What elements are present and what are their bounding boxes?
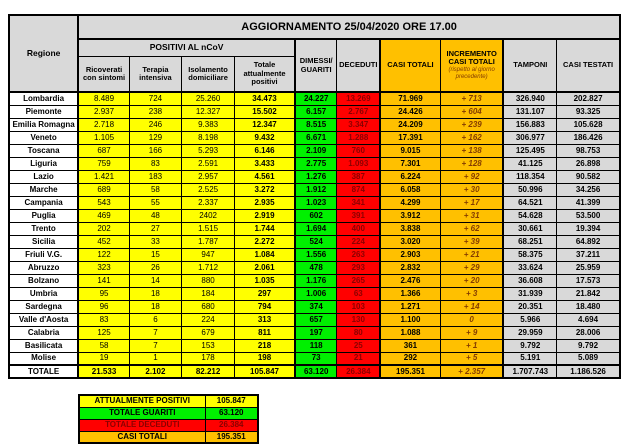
cell-ricoverati-con-sintomi: 323	[78, 261, 129, 274]
cell-casi-totali: 3.838	[380, 222, 440, 235]
group-header-positivi-al-ncov: POSITIVI AL nCoV	[78, 39, 295, 56]
cell-casi-totali: 1.100	[380, 313, 440, 326]
cell-isolamento-domiciliare: 2.525	[182, 183, 235, 196]
region-name: Veneto	[9, 131, 78, 144]
cell-isolamento-domiciliare: 25.260	[182, 92, 235, 105]
cell-isolamento-domiciliare: 2.957	[182, 170, 235, 183]
summary-table	[78, 394, 259, 444]
cell-incremento: + 14	[440, 300, 503, 313]
cell-isolamento-domiciliare: 1.515	[182, 222, 235, 235]
cell-totale-attualmente-positivi: 4.561	[235, 170, 295, 183]
cell-incremento: + 604	[440, 105, 503, 118]
cell-ricoverati-con-sintomi: 2.718	[78, 118, 129, 131]
cell-dimessi-guariti: 8.515	[295, 118, 337, 131]
summary-value: 26.384	[205, 419, 258, 431]
cell-isolamento-domiciliare: 82.212	[182, 365, 235, 378]
cell-ricoverati-con-sintomi: 141	[78, 274, 129, 287]
region-name: Sardegna	[9, 300, 78, 313]
cell-casi-totali: 361	[380, 339, 440, 352]
cell-incremento: + 3	[440, 287, 503, 300]
cell-dimessi-guariti: 1.176	[295, 274, 337, 287]
cell-deceduti: 874	[337, 183, 380, 196]
cell-isolamento-domiciliare: 2.591	[182, 157, 235, 170]
region-name: Piemonte	[9, 105, 78, 118]
cell-casi-testati: 19.394	[557, 222, 620, 235]
cell-casi-testati: 64.892	[557, 235, 620, 248]
cell-ricoverati-con-sintomi: 1.421	[78, 170, 129, 183]
cell-casi-totali: 2.832	[380, 261, 440, 274]
cell-terapia-intensiva: 246	[129, 118, 181, 131]
cell-deceduti: 63	[337, 287, 380, 300]
cell-isolamento-domiciliare: 880	[182, 274, 235, 287]
cell-casi-totali: 1.088	[380, 326, 440, 339]
cell-casi-totali: 7.301	[380, 157, 440, 170]
cell-isolamento-domiciliare: 1.787	[182, 235, 235, 248]
cell-incremento: + 162	[440, 131, 503, 144]
cell-ricoverati-con-sintomi: 58	[78, 339, 129, 352]
incremento-label: INCREMENTO CASI TOTALI	[446, 48, 497, 67]
cell-casi-totali: 3.912	[380, 209, 440, 222]
cell-tamponi: 5.966	[503, 313, 556, 326]
cell-ricoverati-con-sintomi: 759	[78, 157, 129, 170]
cell-deceduti: 400	[337, 222, 380, 235]
region-name: Trento	[9, 222, 78, 235]
table-row	[9, 300, 620, 313]
cell-casi-totali: 195.351	[380, 365, 440, 378]
cell-casi-testati: 93.325	[557, 105, 620, 118]
cell-ricoverati-con-sintomi: 689	[78, 183, 129, 196]
cell-terapia-intensiva: 129	[129, 131, 181, 144]
cell-totale-attualmente-positivi: 218	[235, 339, 295, 352]
cell-ricoverati-con-sintomi: 2.937	[78, 105, 129, 118]
summary-row-red	[79, 419, 258, 431]
cell-incremento: 0	[440, 313, 503, 326]
cell-totale-attualmente-positivi: 2.061	[235, 261, 295, 274]
cell-isolamento-domiciliare: 12.327	[182, 105, 235, 118]
cell-terapia-intensiva: 55	[129, 196, 181, 209]
summary-row-yellow	[79, 395, 258, 407]
cell-casi-testati: 18.480	[557, 300, 620, 313]
cell-terapia-intensiva: 6	[129, 313, 181, 326]
cell-casi-testati: 98.753	[557, 144, 620, 157]
cell-dimessi-guariti: 1.556	[295, 248, 337, 261]
cell-totale-attualmente-positivi: 794	[235, 300, 295, 313]
cell-incremento: + 1	[440, 339, 503, 352]
cell-terapia-intensiva: 724	[129, 92, 181, 105]
column-header-incremento	[440, 39, 503, 92]
covid-regions-table	[8, 14, 621, 379]
cell-casi-testati: 25.959	[557, 261, 620, 274]
cell-isolamento-domiciliare: 178	[182, 352, 235, 365]
cell-deceduti: 2.767	[337, 105, 380, 118]
table-row	[9, 222, 620, 235]
region-name: Umbria	[9, 287, 78, 300]
table-row	[9, 196, 620, 209]
cell-deceduti: 391	[337, 209, 380, 222]
cell-deceduti: 293	[337, 261, 380, 274]
region-name: Bolzano	[9, 274, 78, 287]
column-header-terapia-intensiva: Terapia intensiva	[129, 56, 181, 92]
cell-casi-totali: 1.366	[380, 287, 440, 300]
cell-casi-totali: 17.391	[380, 131, 440, 144]
table-row	[9, 248, 620, 261]
region-name: Marche	[9, 183, 78, 196]
table-title: AGGIORNAMENTO 25/04/2020 ORE 17.00	[78, 15, 620, 39]
cell-dimessi-guariti: 1.694	[295, 222, 337, 235]
cell-dimessi-guariti: 2.109	[295, 144, 337, 157]
column-header-regione: Regione	[9, 15, 78, 92]
cell-tamponi: 20.351	[503, 300, 556, 313]
table-row	[9, 313, 620, 326]
cell-terapia-intensiva: 14	[129, 274, 181, 287]
region-name: Molise	[9, 352, 78, 365]
cell-dimessi-guariti: 6.157	[295, 105, 337, 118]
region-name: Valle d'Aosta	[9, 313, 78, 326]
cell-totale-attualmente-positivi: 3.272	[235, 183, 295, 196]
cell-incremento: + 128	[440, 157, 503, 170]
cell-totale-attualmente-positivi: 34.473	[235, 92, 295, 105]
summary-value: 195.351	[205, 431, 258, 443]
cell-casi-testati: 186.426	[557, 131, 620, 144]
cell-casi-testati: 5.089	[557, 352, 620, 365]
cell-tamponi: 29.959	[503, 326, 556, 339]
cell-terapia-intensiva: 58	[129, 183, 181, 196]
cell-tamponi: 326.940	[503, 92, 556, 105]
cell-dimessi-guariti: 1.912	[295, 183, 337, 196]
cell-deceduti: 760	[337, 144, 380, 157]
cell-tamponi: 306.977	[503, 131, 556, 144]
region-name: Liguria	[9, 157, 78, 170]
cell-deceduti: 13.269	[337, 92, 380, 105]
cell-deceduti: 26.384	[337, 365, 380, 378]
summary-label: CASI TOTALI	[79, 431, 205, 443]
cell-ricoverati-con-sintomi: 8.489	[78, 92, 129, 105]
cell-totale-attualmente-positivi: 1.035	[235, 274, 295, 287]
cell-casi-testati: 28.006	[557, 326, 620, 339]
cell-dimessi-guariti: 24.227	[295, 92, 337, 105]
cell-totale-attualmente-positivi: 15.502	[235, 105, 295, 118]
cell-tamponi: 64.521	[503, 196, 556, 209]
cell-deceduti: 1.288	[337, 131, 380, 144]
cell-casi-testati: 37.211	[557, 248, 620, 261]
cell-incremento: + 9	[440, 326, 503, 339]
cell-tamponi: 58.375	[503, 248, 556, 261]
cell-casi-testati: 17.573	[557, 274, 620, 287]
cell-isolamento-domiciliare: 680	[182, 300, 235, 313]
cell-dimessi-guariti: 2.775	[295, 157, 337, 170]
cell-totale-attualmente-positivi: 297	[235, 287, 295, 300]
cell-ricoverati-con-sintomi: 95	[78, 287, 129, 300]
cell-dimessi-guariti: 524	[295, 235, 337, 248]
cell-incremento: + 62	[440, 222, 503, 235]
table-row	[9, 118, 620, 131]
cell-dimessi-guariti: 1.006	[295, 287, 337, 300]
cell-totale-attualmente-positivi: 3.433	[235, 157, 295, 170]
cell-totale-attualmente-positivi: 6.146	[235, 144, 295, 157]
cell-deceduti: 25	[337, 339, 380, 352]
cell-ricoverati-con-sintomi: 452	[78, 235, 129, 248]
cell-tamponi: 36.608	[503, 274, 556, 287]
cell-deceduti: 3.347	[337, 118, 380, 131]
region-name: TOTALE	[9, 365, 78, 378]
region-name: Lombardia	[9, 92, 78, 105]
region-name: Lazio	[9, 170, 78, 183]
cell-terapia-intensiva: 26	[129, 261, 181, 274]
cell-dimessi-guariti: 6.671	[295, 131, 337, 144]
cell-tamponi: 1.707.743	[503, 365, 556, 378]
cell-casi-testati: 53.500	[557, 209, 620, 222]
cell-incremento: + 239	[440, 118, 503, 131]
cell-tamponi: 118.354	[503, 170, 556, 183]
column-header-casi-testati: CASI TESTATI	[557, 39, 620, 92]
cell-dimessi-guariti: 374	[295, 300, 337, 313]
cell-terapia-intensiva: 27	[129, 222, 181, 235]
cell-totale-attualmente-positivi: 313	[235, 313, 295, 326]
summary-body	[79, 395, 258, 443]
region-name: Abruzzo	[9, 261, 78, 274]
cell-incremento: + 39	[440, 235, 503, 248]
cell-terapia-intensiva: 238	[129, 105, 181, 118]
cell-terapia-intensiva: 2.102	[129, 365, 181, 378]
table-row	[9, 170, 620, 183]
cell-ricoverati-con-sintomi: 21.533	[78, 365, 129, 378]
cell-deceduti: 21	[337, 352, 380, 365]
cell-deceduti: 130	[337, 313, 380, 326]
table-row	[9, 235, 620, 248]
cell-dimessi-guariti: 478	[295, 261, 337, 274]
cell-isolamento-domiciliare: 1.712	[182, 261, 235, 274]
region-name: Sicilia	[9, 235, 78, 248]
cell-isolamento-domiciliare: 679	[182, 326, 235, 339]
cell-isolamento-domiciliare: 2.337	[182, 196, 235, 209]
cell-casi-testati: 105.628	[557, 118, 620, 131]
cell-dimessi-guariti: 657	[295, 313, 337, 326]
cell-casi-totali: 9.015	[380, 144, 440, 157]
cell-deceduti: 1.093	[337, 157, 380, 170]
table-row	[9, 105, 620, 118]
cell-terapia-intensiva: 33	[129, 235, 181, 248]
cell-incremento: + 5	[440, 352, 503, 365]
cell-terapia-intensiva: 18	[129, 287, 181, 300]
cell-tamponi: 156.883	[503, 118, 556, 131]
cell-tamponi: 68.251	[503, 235, 556, 248]
cell-totale-attualmente-positivi: 811	[235, 326, 295, 339]
table-row	[9, 92, 620, 105]
cell-isolamento-domiciliare: 947	[182, 248, 235, 261]
cell-casi-totali: 6.058	[380, 183, 440, 196]
cell-dimessi-guariti: 118	[295, 339, 337, 352]
cell-incremento: + 29	[440, 261, 503, 274]
summary-row-green	[79, 407, 258, 419]
cell-casi-totali: 292	[380, 352, 440, 365]
summary-value: 105.847	[205, 395, 258, 407]
cell-incremento: + 21	[440, 248, 503, 261]
table-body	[9, 92, 620, 378]
cell-casi-testati: 1.186.526	[557, 365, 620, 378]
summary-label: ATTUALMENTE POSITIVI	[79, 395, 205, 407]
column-header-tamponi: TAMPONI	[503, 39, 556, 92]
cell-deceduti: 341	[337, 196, 380, 209]
cell-casi-testati: 26.898	[557, 157, 620, 170]
table-row	[9, 261, 620, 274]
cell-totale-attualmente-positivi: 2.919	[235, 209, 295, 222]
cell-isolamento-domiciliare: 224	[182, 313, 235, 326]
cell-casi-totali: 2.476	[380, 274, 440, 287]
cell-totale-attualmente-positivi: 12.347	[235, 118, 295, 131]
cell-dimessi-guariti: 602	[295, 209, 337, 222]
cell-incremento: + 713	[440, 92, 503, 105]
cell-tamponi: 41.125	[503, 157, 556, 170]
cell-tamponi: 54.628	[503, 209, 556, 222]
region-name: Puglia	[9, 209, 78, 222]
cell-casi-totali: 4.299	[380, 196, 440, 209]
table-row	[9, 157, 620, 170]
cell-deceduti: 263	[337, 248, 380, 261]
cell-isolamento-domiciliare: 8.198	[182, 131, 235, 144]
cell-casi-totali: 6.224	[380, 170, 440, 183]
cell-ricoverati-con-sintomi: 469	[78, 209, 129, 222]
cell-terapia-intensiva: 48	[129, 209, 181, 222]
table-row	[9, 339, 620, 352]
cell-tamponi: 5.191	[503, 352, 556, 365]
summary-label: TOTALE GUARITI	[79, 407, 205, 419]
cell-deceduti: 387	[337, 170, 380, 183]
cell-deceduti: 224	[337, 235, 380, 248]
region-name: Friuli V.G.	[9, 248, 78, 261]
cell-deceduti: 80	[337, 326, 380, 339]
column-header-dimessi-guariti: DIMESSI/ GUARITI	[295, 39, 337, 92]
cell-incremento: + 30	[440, 183, 503, 196]
cell-deceduti: 265	[337, 274, 380, 287]
cell-isolamento-domiciliare: 153	[182, 339, 235, 352]
cell-casi-testati: 90.582	[557, 170, 620, 183]
cell-casi-totali: 71.969	[380, 92, 440, 105]
cell-dimessi-guariti: 63.120	[295, 365, 337, 378]
cell-incremento: + 2.357	[440, 365, 503, 378]
cell-ricoverati-con-sintomi: 125	[78, 326, 129, 339]
cell-isolamento-domiciliare: 184	[182, 287, 235, 300]
cell-terapia-intensiva: 166	[129, 144, 181, 157]
column-header-casi-totali: CASI TOTALI	[380, 39, 440, 92]
table-row	[9, 183, 620, 196]
cell-totale-attualmente-positivi: 1.084	[235, 248, 295, 261]
cell-totale-attualmente-positivi: 9.432	[235, 131, 295, 144]
cell-totale-attualmente-positivi: 2.935	[235, 196, 295, 209]
cell-casi-totali: 1.271	[380, 300, 440, 313]
table-row	[9, 352, 620, 365]
cell-dimessi-guariti: 197	[295, 326, 337, 339]
cell-tamponi: 50.996	[503, 183, 556, 196]
cell-terapia-intensiva: 7	[129, 326, 181, 339]
cell-totale-attualmente-positivi: 198	[235, 352, 295, 365]
summary-row-orange	[79, 431, 258, 443]
cell-terapia-intensiva: 18	[129, 300, 181, 313]
cell-totale-attualmente-positivi: 2.272	[235, 235, 295, 248]
cell-tamponi: 31.939	[503, 287, 556, 300]
cell-casi-totali: 2.903	[380, 248, 440, 261]
region-name: Campania	[9, 196, 78, 209]
region-name: Emilia Romagna	[9, 118, 78, 131]
cell-ricoverati-con-sintomi: 19	[78, 352, 129, 365]
table-row	[9, 209, 620, 222]
cell-incremento: + 138	[440, 144, 503, 157]
cell-terapia-intensiva: 7	[129, 339, 181, 352]
cell-totale-attualmente-positivi: 1.744	[235, 222, 295, 235]
cell-incremento: + 92	[440, 170, 503, 183]
column-header-deceduti: DECEDUTI	[337, 39, 380, 92]
cell-incremento: + 31	[440, 209, 503, 222]
cell-tamponi: 125.495	[503, 144, 556, 157]
cell-casi-testati: 34.256	[557, 183, 620, 196]
summary-value: 63.120	[205, 407, 258, 419]
cell-incremento: + 20	[440, 274, 503, 287]
cell-isolamento-domiciliare: 5.293	[182, 144, 235, 157]
cell-casi-testati: 9.792	[557, 339, 620, 352]
title-row	[9, 15, 620, 39]
incremento-note: (rispetto al giorno precedente)	[448, 67, 495, 81]
cell-isolamento-domiciliare: 9.383	[182, 118, 235, 131]
cell-incremento: + 17	[440, 196, 503, 209]
column-header-isolamento-domiciliare: Isolamento domiciliare	[182, 56, 235, 92]
table-row	[9, 274, 620, 287]
table-row	[9, 144, 620, 157]
cell-terapia-intensiva: 15	[129, 248, 181, 261]
summary-label: TOTALE DECEDUTI	[79, 419, 205, 431]
cell-dimessi-guariti: 73	[295, 352, 337, 365]
cell-casi-totali: 24.426	[380, 105, 440, 118]
cell-tamponi: 30.661	[503, 222, 556, 235]
cell-totale-attualmente-positivi: 105.847	[235, 365, 295, 378]
region-name: Calabria	[9, 326, 78, 339]
cell-ricoverati-con-sintomi: 96	[78, 300, 129, 313]
cell-tamponi: 9.792	[503, 339, 556, 352]
cell-ricoverati-con-sintomi: 1.105	[78, 131, 129, 144]
table-row	[9, 287, 620, 300]
cell-dimessi-guariti: 1.023	[295, 196, 337, 209]
table-total-row	[9, 365, 620, 378]
cell-terapia-intensiva: 183	[129, 170, 181, 183]
cell-casi-testati: 41.399	[557, 196, 620, 209]
column-header-ricoverati-con-sintomi: Ricoverati con sintomi	[78, 56, 129, 92]
cell-ricoverati-con-sintomi: 202	[78, 222, 129, 235]
region-name: Toscana	[9, 144, 78, 157]
cell-tamponi: 131.107	[503, 105, 556, 118]
group-header-row	[9, 39, 620, 56]
cell-casi-testati: 202.827	[557, 92, 620, 105]
cell-tamponi: 33.624	[503, 261, 556, 274]
cell-terapia-intensiva: 83	[129, 157, 181, 170]
cell-casi-totali: 3.020	[380, 235, 440, 248]
cell-isolamento-domiciliare: 2402	[182, 209, 235, 222]
column-header-totale-attualmente-positivi: Totale attualmente positivi	[235, 56, 295, 92]
table-row	[9, 326, 620, 339]
cell-casi-testati: 4.694	[557, 313, 620, 326]
cell-ricoverati-con-sintomi: 687	[78, 144, 129, 157]
region-name: Basilicata	[9, 339, 78, 352]
cell-deceduti: 103	[337, 300, 380, 313]
cell-casi-totali: 24.209	[380, 118, 440, 131]
cell-ricoverati-con-sintomi: 83	[78, 313, 129, 326]
table-row	[9, 131, 620, 144]
cell-dimessi-guariti: 1.276	[295, 170, 337, 183]
cell-terapia-intensiva: 1	[129, 352, 181, 365]
cell-ricoverati-con-sintomi: 543	[78, 196, 129, 209]
cell-ricoverati-con-sintomi: 122	[78, 248, 129, 261]
cell-casi-testati: 21.842	[557, 287, 620, 300]
